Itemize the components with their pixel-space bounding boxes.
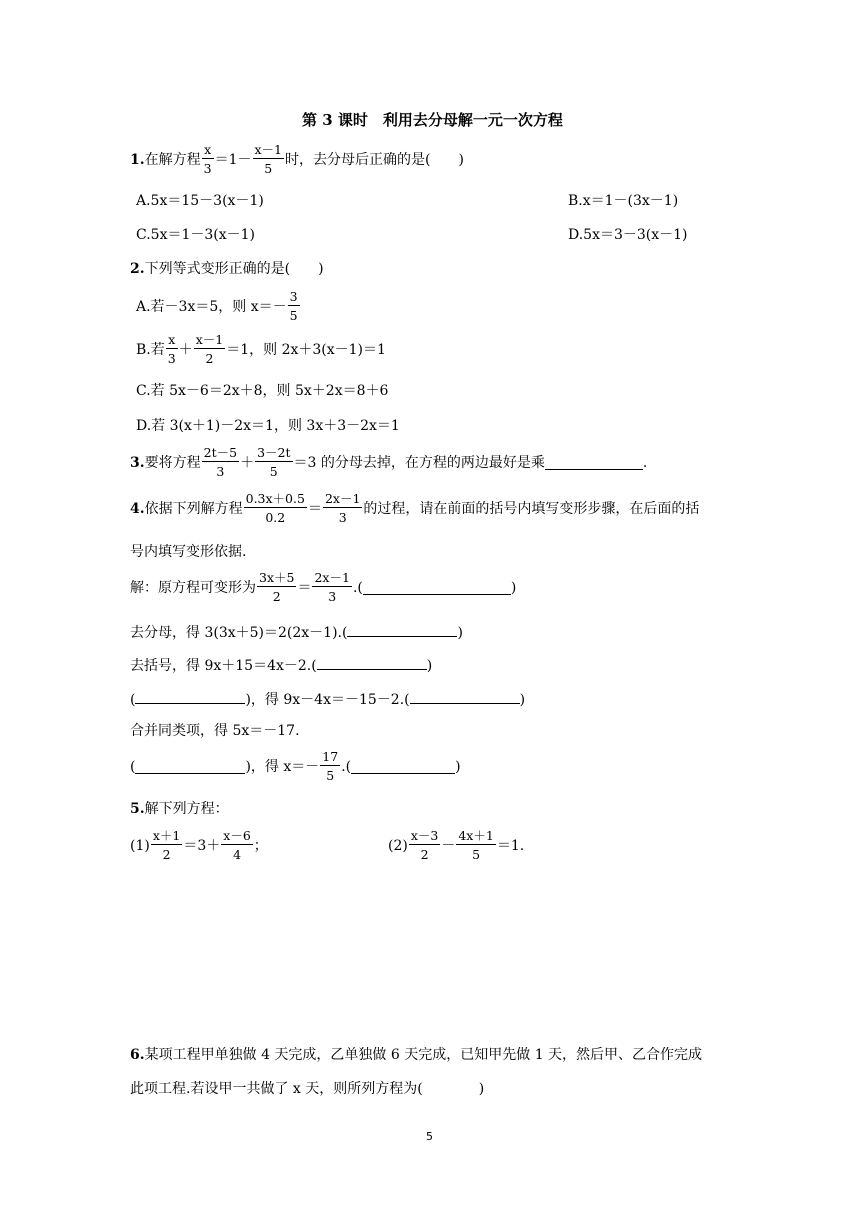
option-a	[136, 290, 301, 324]
step-text: .(	[352, 579, 363, 596]
option-text: A.若－3x＝5，则 x＝－	[136, 298, 287, 315]
step-text: .(	[341, 758, 352, 775]
solution-step-5: 合并同类项，得 5x＝－17.	[130, 723, 300, 739]
equation-text: ＝1－	[214, 151, 252, 168]
question-number: 2.	[130, 261, 145, 277]
option-d: D.若 3(x＋1)－2x＝1，则 3x＋3－2x＝1	[136, 418, 400, 434]
question-2-stem	[130, 262, 324, 276]
page-title: 第 3 课时 利用去分母解一元一次方程	[302, 111, 563, 129]
question-3-stem	[130, 446, 647, 480]
answer-blank[interactable]	[317, 655, 427, 670]
solution-step-3	[130, 655, 432, 673]
option-b: B.x＝1－(3x－1)	[568, 193, 679, 209]
question-text: 依据下列解方程	[144, 500, 243, 517]
fraction: $\frac{x-6}{4}$	[223, 828, 251, 863]
answer-blank[interactable]	[410, 689, 520, 704]
question-text: 某项工程甲单独做 4 天完成，乙单独做 6 天完成，已知甲先做 1 天，然后甲、乙合作完成	[144, 1047, 703, 1063]
option-b	[136, 333, 386, 367]
question-number: 5.	[130, 801, 145, 817]
operator: ＋	[240, 454, 255, 471]
operator: ＝	[297, 579, 312, 596]
question-text: 在解方程	[144, 151, 201, 168]
step-text: )	[519, 692, 526, 708]
answer-blank[interactable]	[363, 580, 511, 595]
problem-label: (1)	[130, 837, 150, 854]
step-text: )	[457, 625, 463, 641]
answer-blank[interactable]	[351, 759, 455, 774]
fraction: $\frac{2x-1}{3}$	[314, 570, 350, 605]
fraction: $\frac{x-1}{2}$	[195, 332, 224, 367]
option-text: ＝1，则 2x＋3(x－1)＝1	[226, 341, 386, 358]
problem-label: (2)	[388, 837, 408, 854]
solution-step-4	[130, 689, 525, 707]
question-5-stem	[130, 802, 229, 816]
equation-text: ＝3＋	[183, 837, 221, 854]
step-text: )，得 x＝－	[245, 758, 320, 775]
question-number: 1.	[130, 151, 145, 168]
problem-2	[388, 829, 524, 863]
step-text: (	[130, 692, 136, 708]
fraction: $\frac{3-2t}{5}$	[257, 445, 291, 480]
page-number: 5	[426, 1130, 433, 1143]
solution-step-2	[130, 622, 463, 640]
fraction: $\frac{3x+5}{2}$	[259, 570, 295, 605]
question-number: 3.	[130, 454, 145, 471]
step-text: )	[426, 658, 433, 674]
question-4-stem	[130, 492, 699, 526]
fraction: $\frac{x}{3}$	[203, 142, 212, 177]
fraction: $\frac{2t-5}{3}$	[203, 445, 238, 480]
question-text: .	[642, 454, 648, 471]
equation-text: ＝1.	[496, 837, 525, 854]
question-text: 下列等式变形正确的是( )	[144, 261, 324, 277]
step-text: 去分母，得 3(3x＋5)＝2(2x－1).(	[130, 625, 348, 641]
question-number: 6.	[130, 1047, 145, 1063]
option-text: B.若	[136, 341, 165, 358]
question-text: 号内填写变形依据.	[130, 544, 247, 560]
question-6-stem	[130, 1048, 702, 1062]
step-text: )	[455, 758, 461, 775]
solution-step-1	[130, 571, 516, 605]
problem-1	[130, 829, 268, 863]
answer-blank[interactable]	[347, 622, 457, 637]
option-c: C.5x＝1－3(x－1)	[136, 227, 256, 243]
fraction: $\frac{3}{5}$	[289, 289, 298, 324]
operator: ＋	[178, 341, 193, 358]
fraction: $\frac{x+1}{2}$	[152, 828, 181, 863]
question-text: 的过程，请在前面的括号内填写变形步骤，在后面的括	[363, 500, 700, 517]
question-text: 此项工程.若设甲一共做了 x 天，则所列方程为( )	[130, 1081, 485, 1097]
fraction: $\frac{4x+1}{5}$	[458, 828, 494, 863]
fraction: $\frac{17}{5}$	[322, 749, 339, 784]
operator: －	[441, 837, 456, 854]
step-text: (	[130, 758, 136, 775]
question-text: 解下列方程：	[144, 801, 229, 817]
option-c: C.若 5x－6＝2x＋8，则 5x＋2x＝8＋6	[136, 383, 389, 399]
operator: ＝	[307, 500, 322, 517]
answer-blank[interactable]	[135, 759, 245, 774]
step-text: )，得 9x－4x＝－15－2.(	[245, 692, 410, 708]
question-text: 时，去分母后正确的是( )	[285, 151, 464, 168]
question-1-stem	[130, 143, 464, 177]
answer-blank[interactable]	[545, 455, 643, 470]
fraction: $\frac{x}{3}$	[167, 332, 176, 367]
fraction: $\frac{0.3x+0.5}{0.2}$	[245, 491, 305, 526]
question-text: ＝3 的分母去掉，在方程的两边最好是乘	[293, 454, 545, 471]
fraction: $\frac{x-3}{2}$	[410, 828, 439, 863]
solution-step-6	[130, 750, 461, 784]
step-text: 去括号，得 9x＋15＝4x－2.(	[130, 658, 317, 674]
fraction: $\frac{2x-1}{3}$	[324, 491, 361, 526]
answer-blank[interactable]	[135, 689, 245, 704]
fraction: $\frac{x-1}{5}$	[254, 142, 283, 177]
step-text: )	[510, 579, 517, 596]
option-a: A.5x＝15－3(x－1)	[136, 193, 264, 209]
question-text: 要将方程	[144, 454, 201, 471]
option-d: D.5x＝3－3(x－1)	[568, 227, 688, 243]
equation-text: ；	[253, 837, 268, 854]
question-number: 4.	[130, 500, 145, 517]
step-text: 解：原方程可变形为	[130, 579, 256, 596]
